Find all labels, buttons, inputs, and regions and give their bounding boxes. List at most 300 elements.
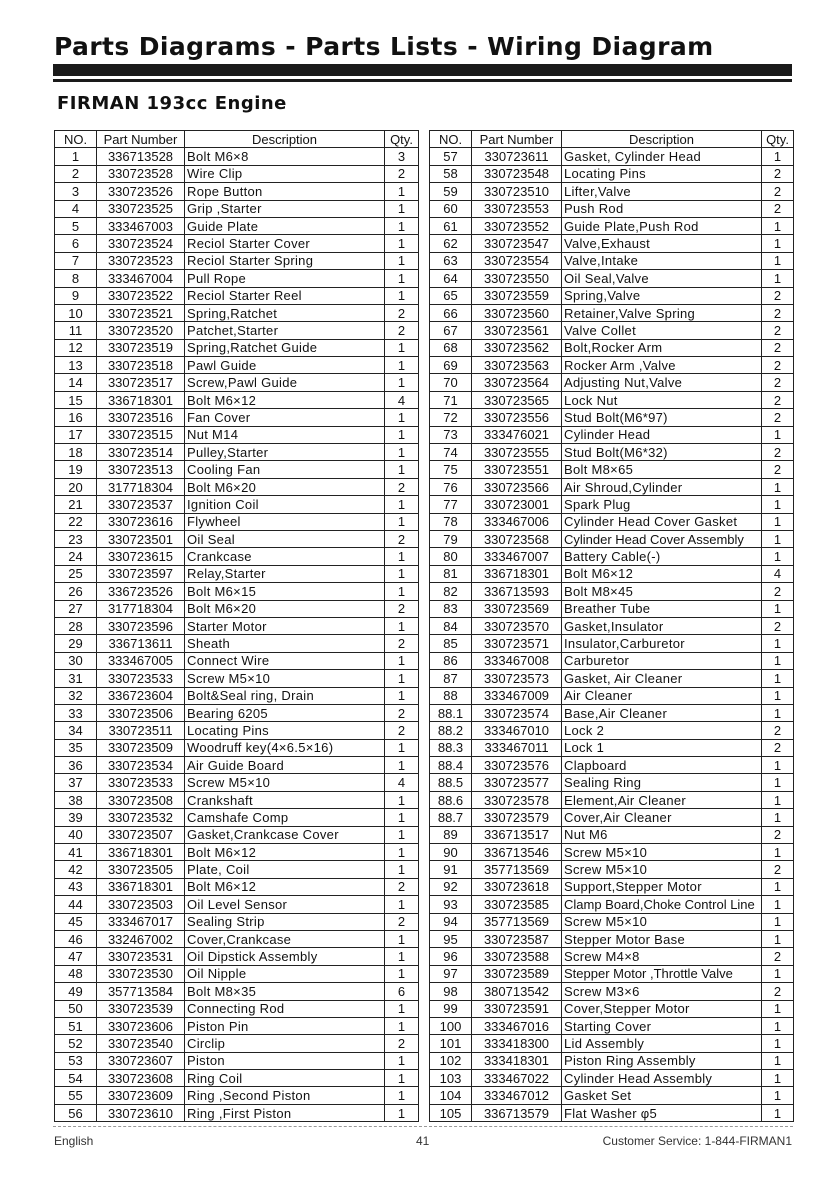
cell-description: Gasket Set (562, 1087, 762, 1104)
cell-no: 88.7 (430, 809, 472, 826)
table-row (55, 583, 419, 600)
cell-qty: 1 (762, 148, 794, 165)
cell-no: 32 (55, 687, 97, 704)
cell-description: Sealing Ring (562, 774, 762, 791)
cell-no: 28 (55, 617, 97, 634)
cell-no: 39 (55, 809, 97, 826)
table-row (430, 461, 794, 478)
cell-part-number: 330723513 (97, 461, 185, 478)
cell-part-number: 330723563 (472, 357, 562, 374)
cell-part-number: 330723507 (97, 826, 185, 843)
cell-part-number: 330723566 (472, 478, 562, 495)
cell-no: 40 (55, 826, 97, 843)
cell-no: 15 (55, 391, 97, 408)
cell-part-number: 330723511 (97, 722, 185, 739)
engine-subtitle: FIRMAN 193cc Engine (57, 93, 287, 114)
table-row (430, 1000, 794, 1017)
cell-description: Lid Assembly (562, 1035, 762, 1052)
cell-no: 36 (55, 757, 97, 774)
cell-no: 7 (55, 252, 97, 269)
table-row (430, 670, 794, 687)
cell-description: Element,Air Cleaner (562, 791, 762, 808)
cell-no: 13 (55, 357, 97, 374)
cell-no: 102 (430, 1052, 472, 1069)
cell-description: Plate, Coil (185, 861, 385, 878)
table-row (430, 409, 794, 426)
table-row (430, 304, 794, 321)
cell-description: Support,Stepper Motor (562, 878, 762, 895)
cell-part-number: 333467007 (472, 548, 562, 565)
table-row (55, 426, 419, 443)
cell-description: Wire Clip (185, 165, 385, 182)
cell-description: Clapboard (562, 757, 762, 774)
cell-no: 72 (430, 409, 472, 426)
cell-qty: 1 (762, 600, 794, 617)
cell-part-number: 332467002 (97, 930, 185, 947)
table-row (55, 1087, 419, 1104)
cell-qty: 1 (762, 1052, 794, 1069)
cell-part-number: 330723550 (472, 270, 562, 287)
cell-qty: 1 (762, 670, 794, 687)
cell-qty: 4 (762, 565, 794, 582)
cell-description: Valve Collet (562, 322, 762, 339)
cell-description: Air Cleaner (562, 687, 762, 704)
cell-description: Cover,Crankcase (185, 930, 385, 947)
cell-description: Nut M14 (185, 426, 385, 443)
table-row (55, 809, 419, 826)
cell-qty: 1 (385, 357, 419, 374)
table-row (430, 948, 794, 965)
cell-part-number: 330723569 (472, 600, 562, 617)
table-row (430, 704, 794, 721)
cell-no: 3 (55, 183, 97, 200)
cell-no: 88.4 (430, 757, 472, 774)
table-row (55, 1052, 419, 1069)
cell-description: Ring ,Second Piston (185, 1087, 385, 1104)
table-row (430, 600, 794, 617)
cell-part-number: 330723570 (472, 617, 562, 634)
cell-part-number: 330723615 (97, 548, 185, 565)
cell-part-number: 333467005 (97, 652, 185, 669)
cell-no: 82 (430, 583, 472, 600)
cell-no: 103 (430, 1070, 472, 1087)
cell-description: Ring ,First Piston (185, 1104, 385, 1121)
cell-no: 59 (430, 183, 472, 200)
cell-no: 94 (430, 913, 472, 930)
table-row (430, 165, 794, 182)
cell-part-number: 336718301 (97, 844, 185, 861)
cell-description: Starter Motor (185, 617, 385, 634)
cell-description: Cover,Stepper Motor (562, 1000, 762, 1017)
cell-part-number: 330723506 (97, 704, 185, 721)
cell-part-number: 330723515 (97, 426, 185, 443)
cell-qty: 1 (385, 930, 419, 947)
cell-no: 21 (55, 496, 97, 513)
cell-description: Lock 1 (562, 739, 762, 756)
cell-no: 42 (55, 861, 97, 878)
table-row (430, 930, 794, 947)
cell-qty: 1 (762, 496, 794, 513)
cell-no: 54 (55, 1070, 97, 1087)
cell-description: Stepper Motor ,Throttle Valve (562, 965, 762, 982)
cell-qty: 4 (385, 774, 419, 791)
cell-no: 73 (430, 426, 472, 443)
cell-part-number: 333467009 (472, 687, 562, 704)
cell-description: Gasket,Insulator (562, 617, 762, 634)
cell-part-number: 357713584 (97, 983, 185, 1000)
table-row (430, 739, 794, 756)
cell-description: Reciol Starter Spring (185, 252, 385, 269)
table-row (430, 1087, 794, 1104)
cell-no: 62 (430, 235, 472, 252)
table-row (55, 687, 419, 704)
cell-qty: 1 (762, 530, 794, 547)
cell-qty: 2 (762, 861, 794, 878)
cell-qty: 1 (385, 826, 419, 843)
cell-description: Base,Air Cleaner (562, 704, 762, 721)
cell-description: Screw M5×10 (562, 861, 762, 878)
cell-description: Valve,Intake (562, 252, 762, 269)
table-row (430, 565, 794, 582)
cell-no: 97 (430, 965, 472, 982)
table-row (55, 339, 419, 356)
cell-no: 89 (430, 826, 472, 843)
cell-part-number: 333467003 (97, 217, 185, 234)
table-row (55, 635, 419, 652)
table-row (430, 583, 794, 600)
cell-qty: 1 (762, 270, 794, 287)
cell-description: Sealing Strip (185, 913, 385, 930)
cell-qty: 1 (385, 287, 419, 304)
cell-part-number: 330723533 (97, 774, 185, 791)
cell-no: 101 (430, 1035, 472, 1052)
cell-no: 71 (430, 391, 472, 408)
cell-description: Patchet,Starter (185, 322, 385, 339)
table-row (55, 1070, 419, 1087)
cell-no: 99 (430, 1000, 472, 1017)
cell-part-number: 330723526 (97, 183, 185, 200)
table-row (55, 896, 419, 913)
cell-description: Relay,Starter (185, 565, 385, 582)
cell-qty: 1 (385, 791, 419, 808)
cell-part-number: 330723503 (97, 896, 185, 913)
cell-no: 55 (55, 1087, 97, 1104)
table-row (55, 652, 419, 669)
table-row (430, 878, 794, 895)
cell-part-number: 317718304 (97, 600, 185, 617)
cell-no: 8 (55, 270, 97, 287)
table-header-row (55, 131, 419, 148)
cell-no: 2 (55, 165, 97, 182)
cell-qty: 1 (762, 878, 794, 895)
table-row (430, 983, 794, 1000)
cell-qty: 2 (762, 583, 794, 600)
cell-no: 88.2 (430, 722, 472, 739)
cell-qty: 2 (762, 461, 794, 478)
cell-part-number: 330723532 (97, 809, 185, 826)
cell-no: 5 (55, 217, 97, 234)
cell-qty: 1 (762, 809, 794, 826)
parts-rows-left (55, 148, 419, 1122)
cell-qty: 1 (385, 217, 419, 234)
cell-description: Push Rod (562, 200, 762, 217)
cell-qty: 2 (385, 322, 419, 339)
cell-description: Pull Rope (185, 270, 385, 287)
cell-qty: 2 (762, 322, 794, 339)
cell-description: Cover,Air Cleaner (562, 809, 762, 826)
cell-qty: 1 (762, 1017, 794, 1034)
cell-part-number: 330723578 (472, 791, 562, 808)
cell-no: 46 (55, 930, 97, 947)
cell-no: 56 (55, 1104, 97, 1121)
cell-description: Rocker Arm ,Valve (562, 357, 762, 374)
cell-qty: 1 (762, 635, 794, 652)
table-row (55, 826, 419, 843)
cell-description: Spring,Ratchet (185, 304, 385, 321)
cell-qty: 1 (385, 374, 419, 391)
footer-language: English (54, 1134, 94, 1148)
cell-qty: 2 (762, 983, 794, 1000)
cell-no: 47 (55, 948, 97, 965)
cell-no: 27 (55, 600, 97, 617)
table-row (430, 200, 794, 217)
cell-part-number: 330723531 (97, 948, 185, 965)
cell-qty: 1 (385, 183, 419, 200)
title-rule-thick (53, 64, 792, 76)
cell-part-number: 330723561 (472, 322, 562, 339)
table-row (430, 826, 794, 843)
table-row (430, 617, 794, 634)
cell-part-number: 330723576 (472, 757, 562, 774)
cell-description: Oil Seal (185, 530, 385, 547)
cell-part-number: 357713569 (472, 913, 562, 930)
cell-part-number: 336718301 (472, 565, 562, 582)
cell-no: 35 (55, 739, 97, 756)
table-row (55, 374, 419, 391)
table-row (430, 374, 794, 391)
cell-no: 81 (430, 565, 472, 582)
cell-no: 18 (55, 444, 97, 461)
cell-part-number: 330723618 (472, 878, 562, 895)
cell-part-number: 330723553 (472, 200, 562, 217)
col-header-qty: Qty. (762, 131, 794, 148)
cell-qty: 1 (762, 1000, 794, 1017)
cell-description: Lock 2 (562, 722, 762, 739)
cell-description: Screw,Pawl Guide (185, 374, 385, 391)
cell-no: 25 (55, 565, 97, 582)
cell-qty: 2 (762, 165, 794, 182)
cell-qty: 1 (762, 548, 794, 565)
table-row (55, 878, 419, 895)
table-row (430, 252, 794, 269)
cell-description: Valve,Exhaust (562, 235, 762, 252)
cell-part-number: 336723604 (97, 687, 185, 704)
cell-description: Lifter,Valve (562, 183, 762, 200)
cell-part-number: 330723585 (472, 896, 562, 913)
cell-part-number: 330723562 (472, 339, 562, 356)
cell-qty: 2 (385, 165, 419, 182)
cell-part-number: 330723579 (472, 809, 562, 826)
cell-part-number: 330723556 (472, 409, 562, 426)
cell-qty: 2 (385, 478, 419, 495)
cell-qty: 1 (385, 687, 419, 704)
cell-part-number: 330723568 (472, 530, 562, 547)
cell-description: Screw M5×10 (185, 774, 385, 791)
cell-qty: 1 (385, 1104, 419, 1121)
cell-no: 68 (430, 339, 472, 356)
table-row (430, 635, 794, 652)
cell-part-number: 336713579 (472, 1104, 562, 1121)
cell-no: 96 (430, 948, 472, 965)
cell-qty: 2 (762, 948, 794, 965)
cell-part-number: 330723514 (97, 444, 185, 461)
cell-no: 24 (55, 548, 97, 565)
cell-part-number: 330723501 (97, 530, 185, 547)
cell-no: 88.6 (430, 791, 472, 808)
cell-qty: 1 (385, 426, 419, 443)
cell-qty: 1 (385, 270, 419, 287)
cell-no: 93 (430, 896, 472, 913)
cell-qty: 1 (385, 1000, 419, 1017)
page-number: 41 (416, 1134, 430, 1148)
cell-part-number: 330723589 (472, 965, 562, 982)
table-row (430, 1070, 794, 1087)
cell-no: 77 (430, 496, 472, 513)
cell-no: 79 (430, 530, 472, 547)
table-row (55, 1000, 419, 1017)
cell-description: Piston Ring Assembly (562, 1052, 762, 1069)
cell-no: 37 (55, 774, 97, 791)
cell-description: Stud Bolt(M6*97) (562, 409, 762, 426)
cell-part-number: 330723547 (472, 235, 562, 252)
col-header-part-number: Part Number (97, 131, 185, 148)
cell-description: Screw M5×10 (562, 913, 762, 930)
table-row (430, 896, 794, 913)
cell-qty: 6 (385, 983, 419, 1000)
cell-description: Piston Pin (185, 1017, 385, 1034)
cell-part-number: 333467022 (472, 1070, 562, 1087)
table-row (55, 965, 419, 982)
table-row (430, 357, 794, 374)
cell-qty: 1 (762, 252, 794, 269)
cell-part-number: 330723555 (472, 444, 562, 461)
cell-qty: 1 (385, 235, 419, 252)
cell-qty: 1 (385, 583, 419, 600)
cell-qty: 2 (762, 304, 794, 321)
cell-qty: 1 (385, 496, 419, 513)
cell-description: Air Shroud,Cylinder (562, 478, 762, 495)
table-row (430, 1052, 794, 1069)
cell-part-number: 330723564 (472, 374, 562, 391)
cell-no: 100 (430, 1017, 472, 1034)
cell-part-number: 330723520 (97, 322, 185, 339)
cell-qty: 1 (762, 930, 794, 947)
cell-qty: 1 (762, 913, 794, 930)
table-row (55, 774, 419, 791)
table-row (430, 426, 794, 443)
cell-no: 33 (55, 704, 97, 721)
cell-description: Pulley,Starter (185, 444, 385, 461)
cell-part-number: 336713528 (97, 148, 185, 165)
table-row (430, 183, 794, 200)
cell-part-number: 333476021 (472, 426, 562, 443)
table-row (55, 252, 419, 269)
cell-part-number: 330723554 (472, 252, 562, 269)
cell-description: Crankcase (185, 548, 385, 565)
table-row (55, 722, 419, 739)
title-rule-thin (53, 79, 792, 82)
cell-no: 29 (55, 635, 97, 652)
cell-no: 65 (430, 287, 472, 304)
cell-part-number: 330723509 (97, 739, 185, 756)
cell-part-number: 330723608 (97, 1070, 185, 1087)
cell-part-number: 330723518 (97, 357, 185, 374)
cell-qty: 1 (385, 409, 419, 426)
cell-qty: 2 (385, 722, 419, 739)
table-row (55, 861, 419, 878)
cell-no: 30 (55, 652, 97, 669)
cell-part-number: 333467004 (97, 270, 185, 287)
cell-no: 1 (55, 148, 97, 165)
cell-no: 92 (430, 878, 472, 895)
cell-part-number: 330723610 (97, 1104, 185, 1121)
cell-part-number: 330723551 (472, 461, 562, 478)
table-row (55, 287, 419, 304)
cell-qty: 3 (385, 148, 419, 165)
cell-no: 88.1 (430, 704, 472, 721)
cell-qty: 1 (385, 652, 419, 669)
cell-part-number: 330723525 (97, 200, 185, 217)
page-title: Parts Diagrams - Parts Lists - Wiring Diagram (54, 32, 714, 61)
cell-description: Oil Level Sensor (185, 896, 385, 913)
cell-qty: 2 (762, 444, 794, 461)
cell-no: 80 (430, 548, 472, 565)
cell-part-number: 330723591 (472, 1000, 562, 1017)
cell-description: Crankshaft (185, 791, 385, 808)
col-header-qty: Qty. (385, 131, 419, 148)
table-row (55, 270, 419, 287)
table-row (55, 391, 419, 408)
cell-no: 58 (430, 165, 472, 182)
cell-qty: 1 (385, 565, 419, 582)
table-row (430, 791, 794, 808)
cell-part-number: 333418300 (472, 1035, 562, 1052)
cell-qty: 1 (385, 444, 419, 461)
cell-no: 51 (55, 1017, 97, 1034)
cell-part-number: 330723559 (472, 287, 562, 304)
cell-qty: 1 (762, 704, 794, 721)
cell-part-number: 330723616 (97, 513, 185, 530)
cell-description: Spring,Valve (562, 287, 762, 304)
cell-description: Cylinder Head (562, 426, 762, 443)
cell-qty: 1 (762, 1070, 794, 1087)
table-row (430, 913, 794, 930)
cell-no: 12 (55, 339, 97, 356)
cell-description: Gasket, Cylinder Head (562, 148, 762, 165)
cell-part-number: 330723609 (97, 1087, 185, 1104)
cell-no: 74 (430, 444, 472, 461)
cell-qty: 2 (385, 1035, 419, 1052)
cell-part-number: 330723517 (97, 374, 185, 391)
table-row (430, 530, 794, 547)
cell-description: Camshafe Comp (185, 809, 385, 826)
cell-part-number: 336723526 (97, 583, 185, 600)
table-row (55, 844, 419, 861)
cell-no: 84 (430, 617, 472, 634)
cell-part-number: 330723505 (97, 861, 185, 878)
cell-qty: 1 (385, 617, 419, 634)
cell-qty: 1 (762, 844, 794, 861)
